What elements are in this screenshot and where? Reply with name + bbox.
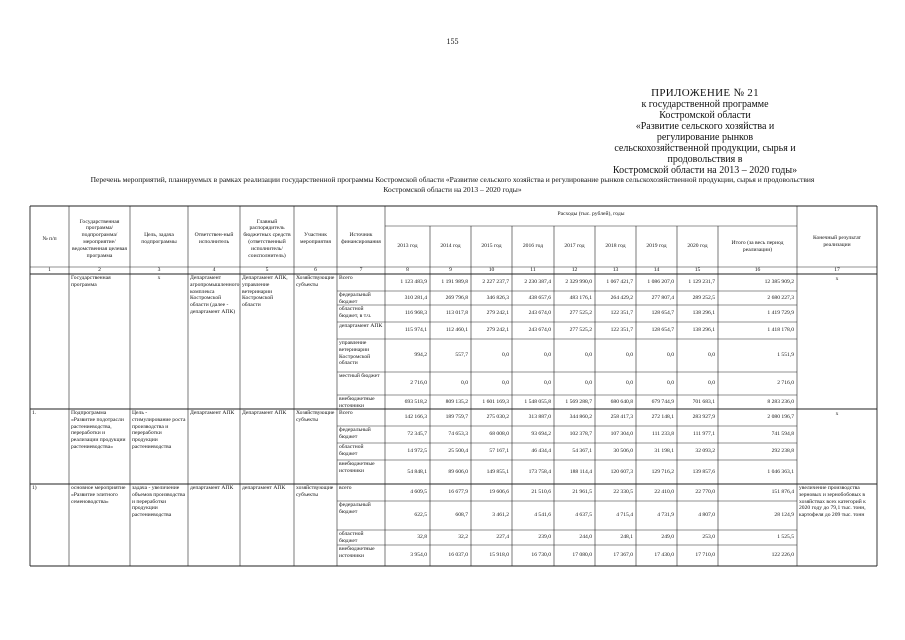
value-cell: 1 086 207,0 [647,279,674,285]
funding-source: всего [339,485,352,491]
value-cell: 2 230 387,4 [524,279,551,285]
value-cell: 0,0 [544,380,551,386]
value-cell: 1 419 729,9 [767,310,794,316]
value-cell: 122 351,7 [610,327,633,333]
header-year: 2013 год [397,243,418,249]
value-cell: 0,0 [667,352,674,358]
value-cell: 289 252,5 [692,294,715,301]
appendix-line: Костромской области [659,110,751,121]
goal-text: Цель - стимулирование роста производства и переработки продукции растениеводства [132,410,186,450]
column-number: 3 [157,267,161,273]
header-total: Итого (за весь период реализации) [731,240,784,253]
value-cell: 253,0 [702,534,715,540]
column-number: 10 [488,267,495,273]
value-cell: 279 242,1 [486,310,509,316]
value-cell: 344 860,2 [569,414,592,420]
value-cell: 0,0 [667,380,674,386]
header-year: 2019 год [646,243,667,249]
value-cell: 116 968,3 [404,310,427,316]
value-cell: 1 046 363,1 [767,468,794,475]
value-cell: 4 807,0 [698,512,715,518]
column-number: 1 [48,267,51,273]
header-expenses: Расходы (тыс. рублей), годы [557,211,625,217]
value-cell: 679 744,9 [651,398,674,405]
value-cell: 57 167,1 [489,448,509,454]
header-program: Государственная программа/ подпрограмма/ мероприятие/ ведомственная целевая программа [72,218,127,259]
column-number: 13 [612,267,619,273]
value-cell: 0,0 [502,352,509,358]
value-cell: 21 961,5 [572,489,592,495]
value-cell: 115 974,1 [404,327,427,333]
funding-source: внебюджетные источники [339,461,375,474]
page-number: 155 [446,37,459,46]
value-cell: 346 826,3 [486,294,509,301]
value-cell: 4 541,6 [534,512,551,518]
column-number: 5 [265,267,269,273]
funding-source: департамент АПК [339,323,383,329]
value-cell: 111 233,8 [652,431,674,437]
funding-source: Всего [339,275,353,281]
value-cell: 249,0 [661,534,674,540]
value-cell: 151 876,4 [771,489,794,495]
value-cell: 4 637,5 [575,512,592,518]
value-cell: 239,0 [538,534,551,540]
value-cell: 292 238,8 [771,448,794,454]
header-participant: Участник мероприятия [300,232,331,245]
value-cell: 741 594,8 [771,431,794,437]
funding-source: федеральный бюджет [339,427,371,440]
value-cell: 313 887,0 [528,414,551,420]
value-cell: 557,7 [455,352,468,358]
value-cell: 138 296,1 [692,327,715,333]
document-title-line: Перечень мероприятий, планируемых в рамках реализации государственной программы Костромской области «Развитие сельского хозяйства и регулирование рынков сельскохозяйственной продукции, сырья и продовольствия [90,175,815,184]
value-cell: 16 677,9 [448,489,468,495]
value-cell: 16 730,0 [531,552,551,558]
value-cell: 17 367,0 [613,552,633,558]
value-cell: 46 434,4 [531,448,551,454]
value-cell: 17 710,0 [695,552,715,558]
value-cell: 149 855,1 [486,468,509,475]
manager-text: Департамент АПК [242,410,287,416]
header-year: 2018 год [605,243,626,249]
value-cell: 189 759,7 [445,414,468,420]
value-cell: 93 694,2 [531,431,551,437]
value-cell: 89 606,0 [448,468,468,475]
header-goal: Цель, задача подпрограммы [141,232,177,245]
value-cell: 188 114,4 [569,468,592,475]
value-cell: 22 410,0 [654,489,674,495]
program-name: Подпрограмма «Развитие подотрасли растениеводства, переработки и реализации продукции растениеводства» [71,410,126,450]
value-cell: 138 296,1 [692,310,715,316]
value-cell: 107 304,0 [610,431,633,437]
appendix-title: ПРИЛОЖЕНИЕ № 21 [651,87,759,99]
value-cell: 0,0 [626,352,633,358]
value-cell: 680 640,8 [610,398,633,405]
value-cell: 128 654,7 [651,310,674,316]
value-cell: 483 176,1 [569,294,592,301]
value-cell: 72 345,7 [407,431,427,437]
value-cell: 2 716,0 [777,380,794,386]
header-year: 2016 год [522,243,544,249]
value-cell: 102 378,7 [569,431,592,437]
value-cell: 2 080 196,7 [767,414,794,420]
value-cell: 17 430,0 [654,552,674,558]
value-cell: 129 716,2 [651,468,674,475]
value-cell: 22 330,5 [613,489,633,495]
value-cell: 258 417,3 [610,414,633,420]
goal-text: задача - увеличение объемов производства и переработки продукции растениеводства [132,485,186,519]
value-cell: 0,0 [708,352,715,358]
funding-source: федеральный бюджет [339,292,371,304]
header-result: Конечный результат реализации [813,235,861,248]
executor-text: департамент АПК [190,485,234,491]
value-cell: 32,8 [417,534,427,540]
column-number: 6 [314,267,317,273]
header-source: Источник финансирования [341,232,381,245]
header-number: № п/п [42,235,57,242]
value-cell: 54 367,1 [572,448,592,454]
header-executor: Ответствен-ный исполнитель [194,232,234,245]
value-cell: 608,7 [455,512,468,518]
value-cell: 438 657,6 [528,294,551,301]
funding-source: федеральный бюджет [339,502,371,515]
header-year: 2017 год [564,243,585,249]
column-number: 16 [754,267,761,273]
value-cell: 622,5 [414,512,427,518]
value-cell: 0,0 [708,380,715,386]
document-title-line: Костромской области на 2013 – 2020 годы» [383,184,522,194]
value-cell: 30 506,0 [613,448,633,454]
header-year: 2015 год [481,243,502,249]
value-cell: 269 796,8 [445,294,468,301]
result-text: х [835,276,839,282]
manager-text: Департамент АПК, управление ветеринарии Костромской области [242,275,288,309]
value-cell: 0,0 [461,380,468,386]
column-number: 17 [834,267,840,273]
value-cell: 4 731,9 [657,512,674,518]
value-cell: 693 518,2 [404,398,427,405]
value-cell: 21 510,6 [531,489,551,495]
value-cell: 16 037,0 [448,552,468,558]
column-number: 12 [571,267,578,273]
value-cell: 248,1 [620,534,633,540]
column-number: 11 [530,267,536,273]
value-cell: 0,0 [585,380,592,386]
program-name: основное мероприятие «Развитие элитного семеноводства» [71,485,126,505]
participant-text: хозяйствующие субъекты [296,485,334,498]
value-cell: 2 680 227,3 [767,294,794,301]
value-cell: 2 716,0 [410,380,427,386]
column-number: 14 [653,267,660,273]
value-cell: 32,2 [458,534,468,540]
value-cell: 275 030,2 [486,414,509,420]
funding-source: областной бюджет, в т.ч. [339,306,372,319]
executor-text: Департамент агропромышленного комплекса Костромской области (далее - департамент АПК) [190,275,240,315]
value-cell: 128 654,7 [651,327,674,333]
value-cell: 994,2 [414,352,427,358]
goal-text: х [157,275,161,281]
value-cell: 243 674,0 [528,310,551,316]
result-text: х [835,411,839,417]
value-cell: 22 770,0 [695,489,715,495]
value-cell: 277 525,2 [569,310,592,316]
value-cell: 122 226,0 [771,552,794,558]
value-cell: 1 191 989,8 [441,279,468,285]
value-cell: 25 500,4 [448,448,468,454]
value-cell: 1 551,9 [777,352,794,358]
value-cell: 1 418 178,0 [767,327,794,333]
value-cell: 0,0 [626,380,633,386]
value-cell: 31 198,1 [654,448,674,454]
value-cell: 112 460,1 [445,327,468,333]
funding-source: местный бюджет [339,373,380,379]
value-cell: 19 606,6 [489,489,509,495]
value-cell: 3 461,2 [492,512,509,518]
value-cell: 17 080,0 [572,552,592,558]
value-cell: 74 653,3 [448,431,468,437]
value-cell: 120 607,3 [610,468,633,475]
appendix-line: Костромской области на 2013 – 2020 годы» [612,165,798,176]
value-cell: 111 977,1 [693,431,715,437]
program-name: Государственная программа [71,275,111,288]
funding-source: областной бюджет [339,444,364,457]
value-cell: 113 017,8 [445,310,468,316]
value-cell: 28 124,9 [774,512,794,518]
value-cell: 283 927,9 [692,414,715,420]
value-cell: 139 857,6 [692,468,715,475]
funding-source: областной бюджет [339,531,364,544]
manager-text: департамент АПК [242,485,286,491]
value-cell: 1 601 169,3 [482,398,509,405]
value-cell: 14 972,5 [407,448,427,454]
row-number: 1) [32,485,37,491]
value-cell: 12 385 909,2 [764,279,794,285]
header-year: 2020 год [687,243,708,249]
value-cell: 68 008,0 [489,431,509,437]
header-manager: Главный распорядитель бюджетных средств (ответственный исполнитель/ соисполнитель) [243,218,291,259]
value-cell: 1 569 288,7 [565,398,592,405]
value-cell: 243 674,0 [528,327,551,333]
value-cell: 277 525,2 [569,327,592,333]
appendix-line: к государственной программе [641,99,769,110]
appendix-line: сельскохозяйственной продукции, сырья и продовольствия в [614,143,796,165]
executor-text: Департамент АПК [190,410,235,416]
value-cell: 244,0 [579,534,592,540]
value-cell: 1 129 231,7 [688,279,715,285]
value-cell: 122 351,7 [610,310,633,316]
participant-text: Хозяйствующие субъекты [296,410,335,423]
funding-source: Всего [339,410,353,416]
appendix-line: «Развитие сельского хозяйства и регулирование рынков [635,121,775,143]
value-cell: 0,0 [502,380,509,386]
row-number: 1. [32,410,37,416]
column-number: 4 [212,267,216,273]
value-cell: 1 548 055,8 [524,398,551,405]
value-cell: 264 429,2 [610,294,633,301]
value-cell: 701 683,1 [692,398,715,405]
value-cell: 8 283 236,0 [767,398,794,405]
value-cell: 173 758,4 [528,468,551,475]
value-cell: 0,0 [544,352,551,358]
result-text: увеличение производства зерновых и зернобобовых в хозяйствах всех категорий к 2020 году до 79,1 тыс. тонн, картофеля до 209 тыс. тонн [799,485,866,519]
value-cell: 1 525,5 [777,534,794,540]
funding-source: внебюджетные источники [339,546,375,559]
value-cell: 227,4 [496,534,509,540]
value-cell: 310 281,4 [404,294,427,301]
participant-text: Хозяйствующие субъекты [296,275,335,288]
column-number: 9 [449,267,452,273]
value-cell: 32 093,2 [695,448,715,454]
column-number: 7 [359,267,363,273]
value-cell: 277 807,4 [651,294,674,301]
value-cell: 279 242,1 [486,327,509,333]
funding-source: внебюджетные источники [339,396,375,408]
value-cell: 54 848,1 [407,468,427,475]
value-cell: 809 135,2 [445,398,468,405]
funding-source: управление ветеринарии Костромской области [339,340,371,367]
header-year: 2014 год [440,243,461,249]
value-cell: 4 609,5 [410,489,427,495]
value-cell: 272 148,1 [651,414,674,420]
value-cell: 2 329 990,0 [565,279,592,285]
column-number: 15 [694,267,701,273]
value-cell: 1 067 421,7 [606,279,633,285]
value-cell: 15 918,0 [489,552,509,558]
column-number: 2 [98,267,101,273]
value-cell: 142 166,3 [404,414,427,420]
value-cell: 1 123 483,9 [400,279,427,285]
value-cell: 2 227 237,7 [482,279,509,285]
value-cell: 4 715,4 [616,512,633,518]
column-number: 8 [406,267,409,273]
value-cell: 3 954,0 [410,552,427,558]
value-cell: 0,0 [585,352,592,358]
